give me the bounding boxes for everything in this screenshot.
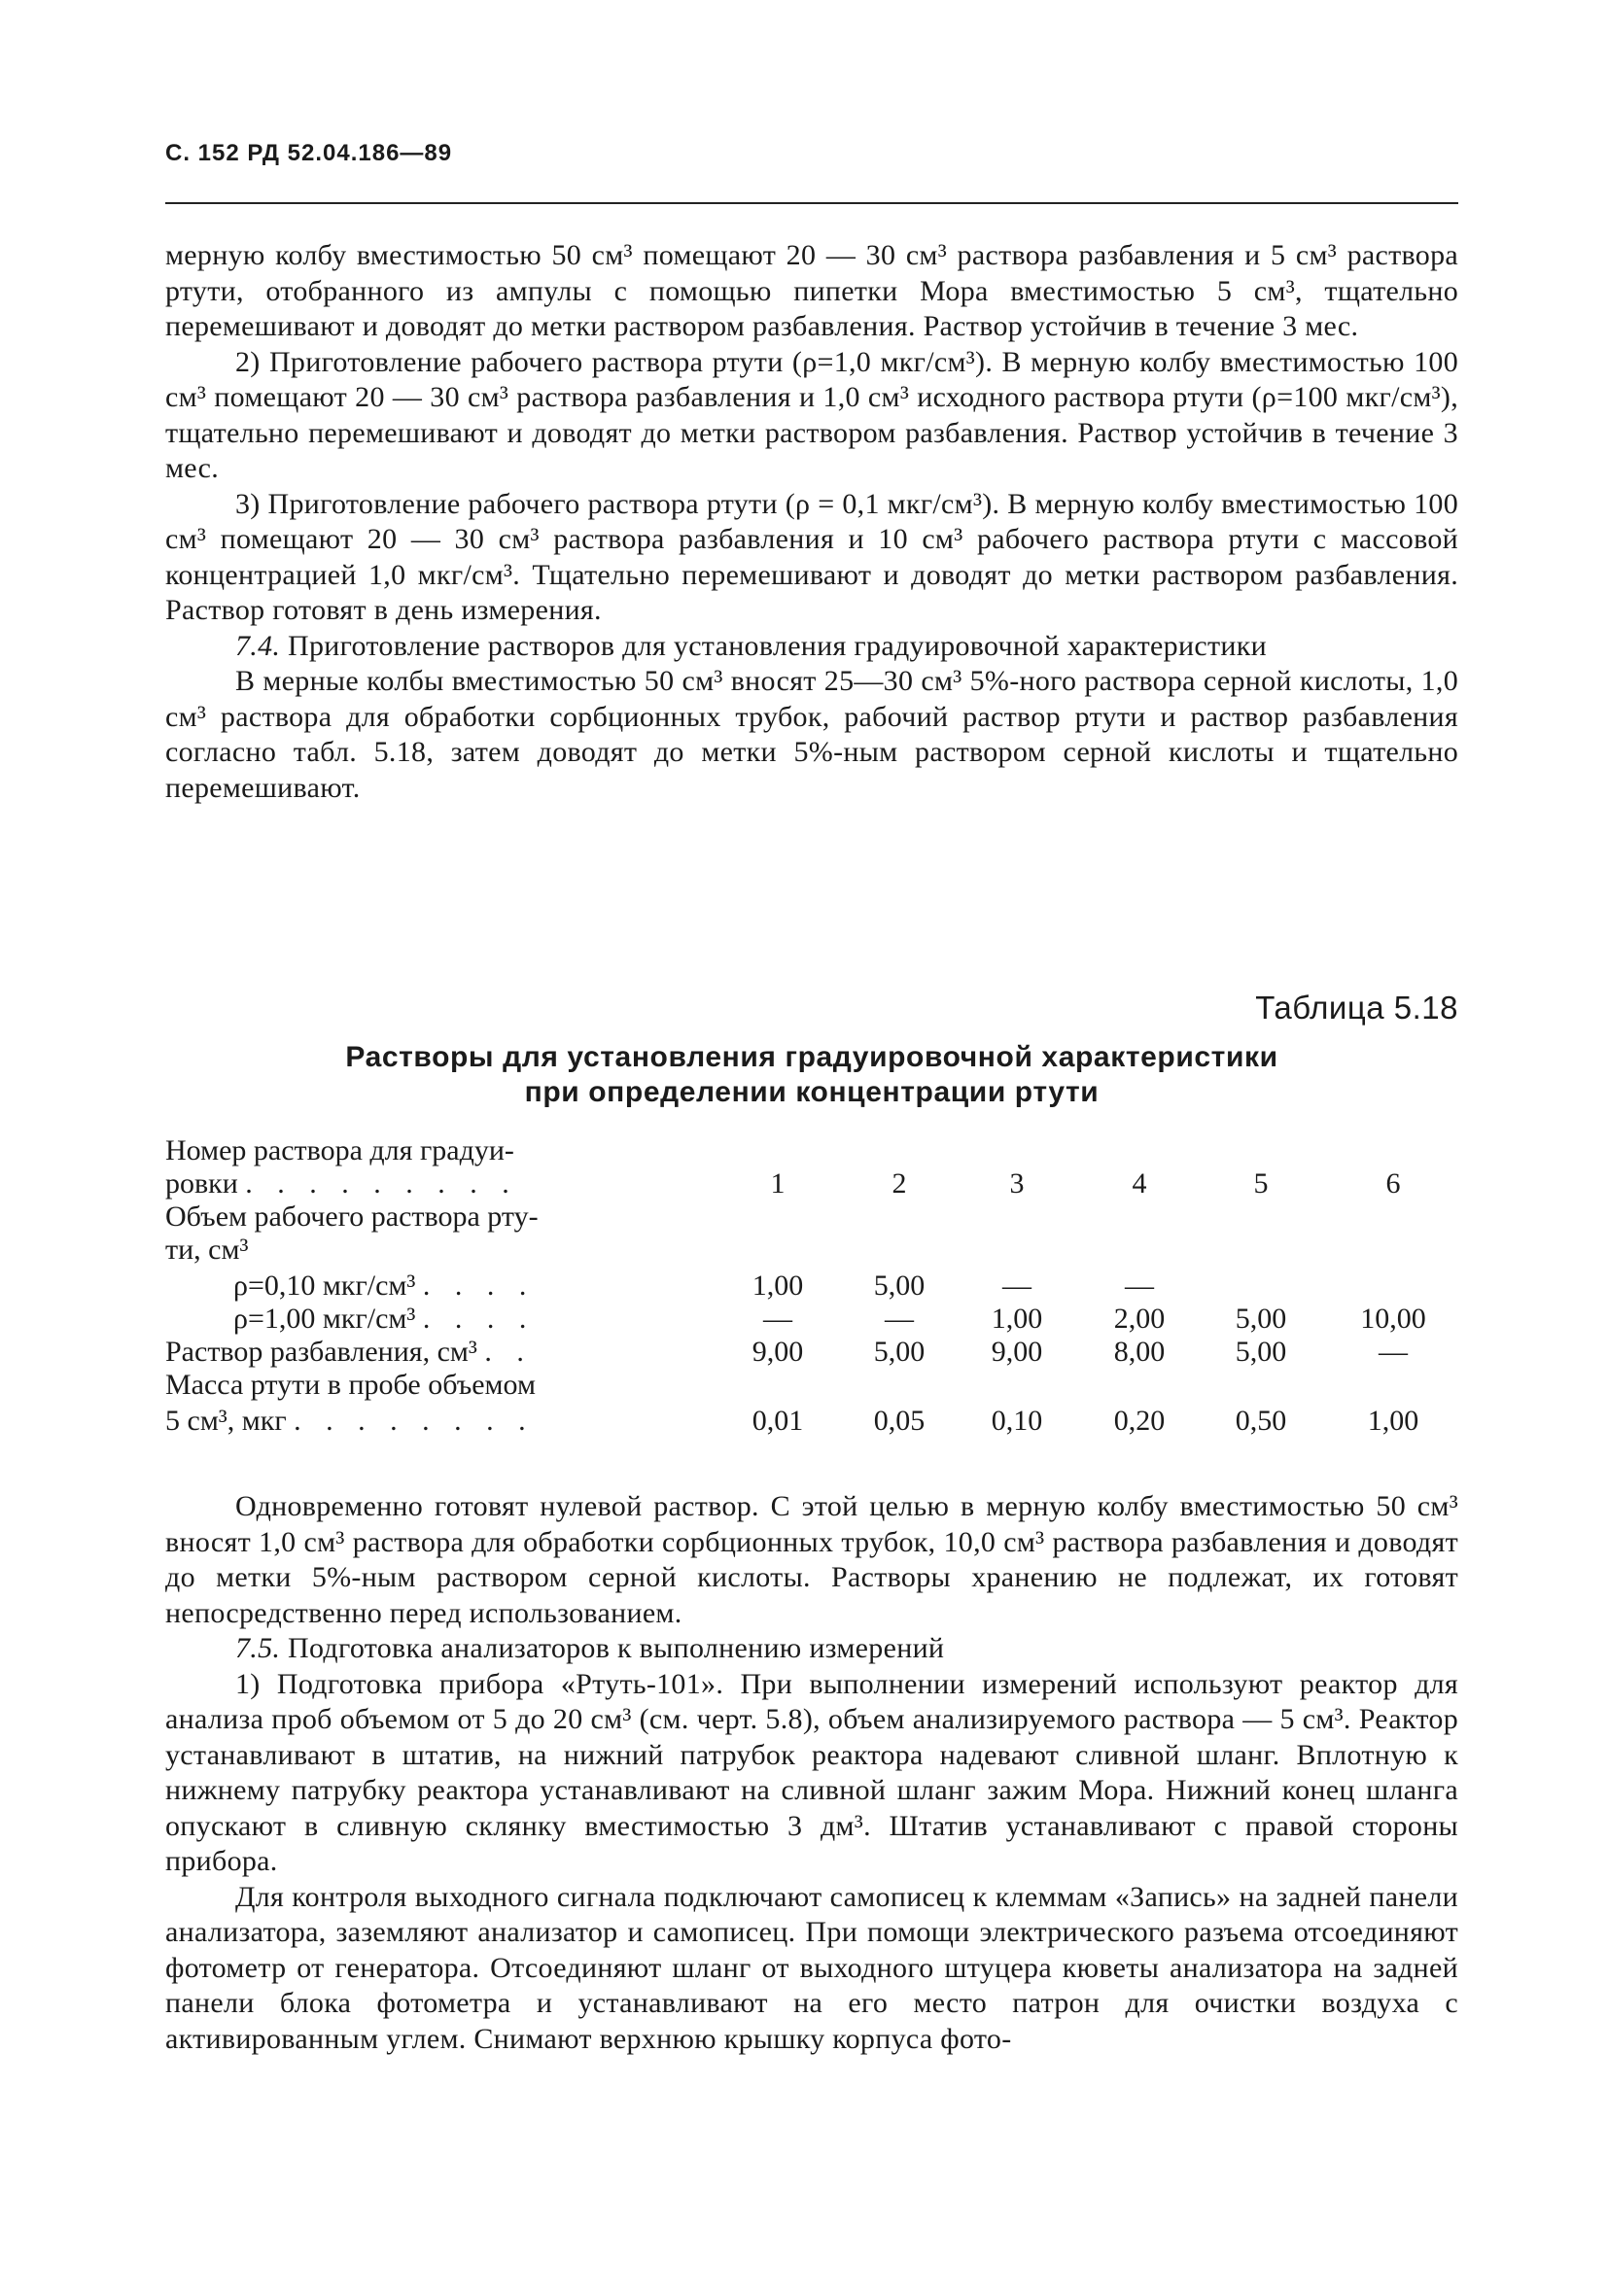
paragraph-continuation: мерную колбу вместимостью 50 см³ помещают 20 — 30 см³ раствора разбавления и 5 см³ раствора ртути, отобранного из ампулы с помощью пипетки Мора вместимостью 5 см³, тщательно перемешивают и доводят до метки раствором разбавления. Раствор устойчив в течение 3 мес. (165, 239, 1458, 342)
table-label: Таблица 5.18 (1255, 990, 1458, 1026)
paragraph-working-solution-1: 2) Приготовление рабочего раствора ртути (ρ=1,0 мкг/см³). В мерную колбу вместимостью 100 см³ помещают 20 — 30 см³ раствора разбавления и 1,0 см³ исходного раствора ртути (ρ=100 мкг/см³), тщательно перемешивают и доводят до метки раствором разбавления. Раствор устойчив в течение 3 мес. (165, 345, 1458, 484)
table-row-mass-label-1: Масса ртути в пробе объемом (165, 1369, 536, 1401)
row-rho-010-label: ρ=0,10 мкг/см³ (233, 1270, 416, 1302)
table-row-rho-100 (165, 1303, 1458, 1336)
rho-100-cell: 10,00 (1360, 1303, 1426, 1335)
row-rho-100-label: ρ=1,00 мкг/см³ (233, 1303, 416, 1335)
table-row-volume-label-1: Объем рабочего раствора рту- (165, 1200, 539, 1233)
rho-100-cell: 5,00 (1235, 1303, 1287, 1335)
dilution-cell: 9,00 (752, 1336, 804, 1368)
table-title-line-2: при определении концентрации ртути (524, 1076, 1100, 1108)
table-title (165, 1040, 1458, 1110)
paragraph-calibration-solutions: В мерные колбы вместимостью 50 см³ вносят 25—30 см³ 5%-ного раствора серной кислоты, 1,0 см³ раствора для обработки сорбционных трубок, рабочий раствор ртути и раствор разбавления согласно табл. 5.18, затем доводят до метки 5%-ным раствором серной кислоты и тщательно перемешивают. (165, 665, 1458, 804)
leader-dots: . . . . (422, 1303, 536, 1335)
number-cell: 5 (1253, 1167, 1269, 1200)
table-row-rho-010 (165, 1270, 1458, 1303)
mass-cell: 0,01 (752, 1405, 804, 1437)
dilution-cell: — (1379, 1336, 1408, 1368)
number-cell: 3 (1009, 1167, 1025, 1200)
row-mass-label: 5 см³, мкг (165, 1405, 287, 1437)
table-row-number-label-1: Номер раствора для градуи- (165, 1134, 514, 1166)
row-number-label: ровки (165, 1167, 238, 1200)
mass-cell: 0,50 (1235, 1405, 1287, 1437)
paragraph-output-signal-control: Для контроля выходного сигнала подключают самописец к клеммам «Запись» на задней панели анализатора, заземляют анализатор и самописец. При помощи электрического разъема отсоединяют фотометр от генератора. Отсоединяют шланг от выходного штуцера кюветы анализатора на задней панели блока фотометра и устанавливают на его место патрон для очистки воздуха с активированным углем. Снимают верхнюю крышку корпуса фото- (165, 1880, 1458, 2055)
page-header: С. 152 РД 52.04.186—89 (165, 140, 453, 166)
paragraph-working-solution-01: 3) Приготовление рабочего раствора ртути (ρ = 0,1 мкг/см³). В мерную колбу вместимостью 100 см³ помещают 20 — 30 см³ раствора разбавления и 10 см³ рабочего раствора ртути с массовой концентрацией 1,0 мкг/см³. Тщательно перемешивают и доводят до метки раствором разбавления. Раствор готовят в день измерения. (165, 487, 1458, 626)
row-dilution-label: Раствор разбавления, см³ (165, 1336, 477, 1368)
table-row-mass (165, 1405, 1458, 1438)
rho-010-cell: — (1125, 1270, 1154, 1302)
mass-cell: 0,05 (873, 1405, 926, 1437)
leader-dots: . . . . (422, 1270, 536, 1302)
rho-010-cell: 5,00 (873, 1270, 926, 1302)
table-title-line-1: Растворы для установления градуировочной характеристики (345, 1041, 1278, 1073)
header-rule (165, 202, 1458, 204)
section-7-4-number: 7.4. (235, 629, 281, 662)
number-cell: 6 (1385, 1167, 1401, 1200)
rho-010-cell: 1,00 (752, 1270, 804, 1302)
text-after-table (165, 1489, 1458, 2057)
mass-cell: 0,20 (1113, 1405, 1166, 1437)
section-7-5-number: 7.5. (235, 1632, 281, 1664)
table-row-dilution (165, 1336, 1458, 1369)
table-row-number (165, 1167, 1458, 1200)
table-row-volume-label-2: ти, см³ (165, 1234, 249, 1266)
mass-cell: 1,00 (1367, 1405, 1419, 1437)
dilution-cell: 8,00 (1113, 1336, 1166, 1368)
number-cell: 4 (1132, 1167, 1147, 1200)
leader-dots: . . . . . . . . . (245, 1167, 518, 1200)
rho-010-cell: — (1002, 1270, 1031, 1302)
number-cell: 2 (891, 1167, 907, 1200)
paragraph-device-preparation: 1) Подготовка прибора «Ртуть-101». При выполнении измерений используют реактор для анализа проб объемом от 5 до 20 см³ (см. черт. 5.8), объем анализируемого раствора — 5 см³. Реактор устанавливают в штатив, на нижний патрубок реактора надевают сливной шланг. Вплотную к нижнему патрубку реактора устанавливают на сливной шланг зажим Мора. Нижний конец шланга опускают в сливную склянку вместимостью 3 дм³. Штатив устанавливают с правой стороны прибора. (165, 1667, 1458, 1877)
rho-100-cell: 2,00 (1113, 1303, 1166, 1335)
rho-100-cell: — (763, 1303, 792, 1335)
rho-100-cell: — (885, 1303, 914, 1335)
section-7-4-title: Приготовление растворов для установления градуировочной характеристики (288, 629, 1267, 662)
leader-dots: . . (484, 1336, 533, 1368)
number-cell: 1 (770, 1167, 786, 1200)
leader-dots: . . . . . . . . (294, 1405, 535, 1437)
paragraph-zero-solution: Одновременно готовят нулевой раствор. С этой целью в мерную колбу вместимостью 50 см³ вносят 1,0 см³ раствора для обработки сорбционных трубок, 10,0 см³ раствора разбавления и доводят до метки 5%-ным раствором серной кислоты. Растворы хранению не подлежат, их готовят непосредственно перед использованием. (165, 1490, 1458, 1629)
text-before-table (165, 238, 1458, 806)
dilution-cell: 5,00 (1235, 1336, 1287, 1368)
rho-100-cell: 1,00 (991, 1303, 1043, 1335)
section-7-4-heading (165, 629, 1458, 665)
section-7-5-heading (165, 1631, 1458, 1667)
mass-cell: 0,10 (991, 1405, 1043, 1437)
dilution-cell: 9,00 (991, 1336, 1043, 1368)
dilution-cell: 5,00 (873, 1336, 926, 1368)
section-7-5-title: Подготовка анализаторов к выполнению измерений (288, 1632, 945, 1664)
